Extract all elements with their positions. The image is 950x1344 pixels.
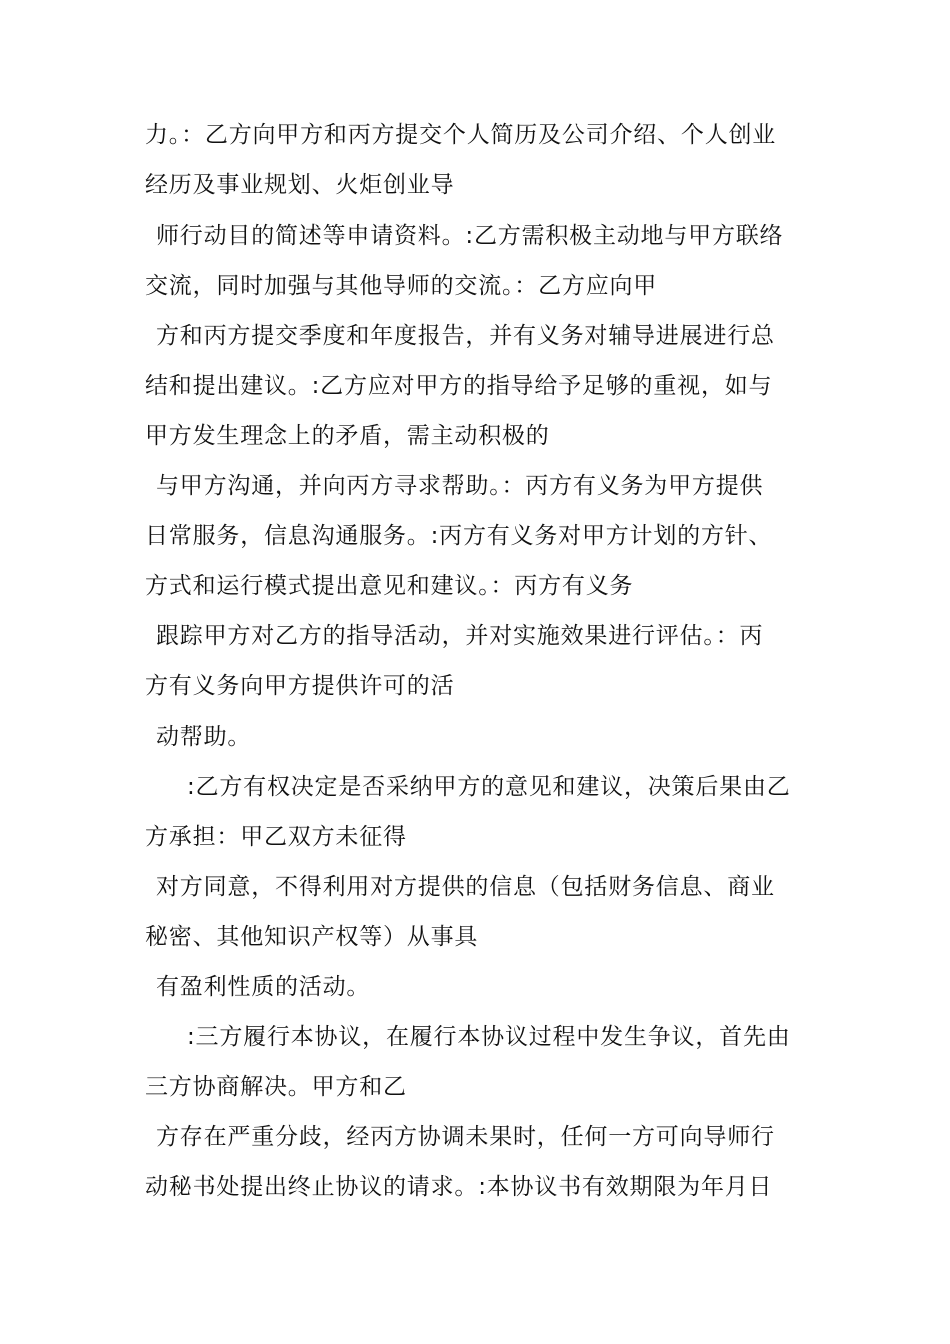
text-line: 方和丙方提交季度和年度报告，并有义务对辅导进展进行总: [156, 323, 775, 349]
text-line: :三方履行本协议，在履行本协议过程中发生争议，首先由: [187, 1024, 791, 1050]
text-line: 师行动目的简述等申请资料。:乙方需积极主动地与甲方联络: [156, 223, 784, 249]
text-line: 方存在严重分歧，经丙方协调未果时，任何一方可向导师行: [156, 1124, 775, 1150]
text-line: 结和提出建议。:乙方应对甲方的指导给予足够的重视，如与: [145, 373, 773, 399]
text-line: 有盈利性质的活动。: [156, 974, 371, 1000]
text-line: 方有义务向甲方提供许可的活: [145, 673, 455, 699]
text-line: 交流，同时加强与其他导师的交流。：乙方应向甲: [145, 273, 658, 299]
text-line: 力。：乙方向甲方和丙方提交个人简历及公司介绍、个人创业: [145, 122, 777, 148]
text-line: 跟踪甲方对乙方的指导活动，并对实施效果进行评估。：丙: [156, 623, 764, 649]
text-line: 动帮助。: [156, 724, 252, 750]
text-line: :乙方有权决定是否采纳甲方的意见和建议，决策后果由乙: [187, 774, 791, 800]
text-line: 对方同意，不得利用对方提供的信息（包括财务信息、商业: [156, 874, 775, 900]
text-line: 经历及事业规划、火炬创业导: [145, 172, 455, 198]
text-line: 方式和运行模式提出意见和建议。：丙方有义务: [145, 573, 634, 599]
text-line: 秘密、其他知识产权等）从事具: [145, 924, 479, 950]
text-line: 与甲方沟通，并向丙方寻求帮助。：丙方有义务为甲方提供: [156, 473, 764, 499]
text-line: 日常服务，信息沟通服务。:丙方有义务对甲方计划的方针、: [145, 523, 773, 549]
text-line: 方承担：甲乙双方未征得: [145, 824, 407, 850]
text-line: 三方协商解决。甲方和乙: [145, 1074, 407, 1100]
text-line: 甲方发生理念上的矛盾，需主动积极的: [145, 423, 550, 449]
text-line: 动秘书处提出终止协议的请求。:本协议书有效期限为年月日: [145, 1174, 773, 1200]
